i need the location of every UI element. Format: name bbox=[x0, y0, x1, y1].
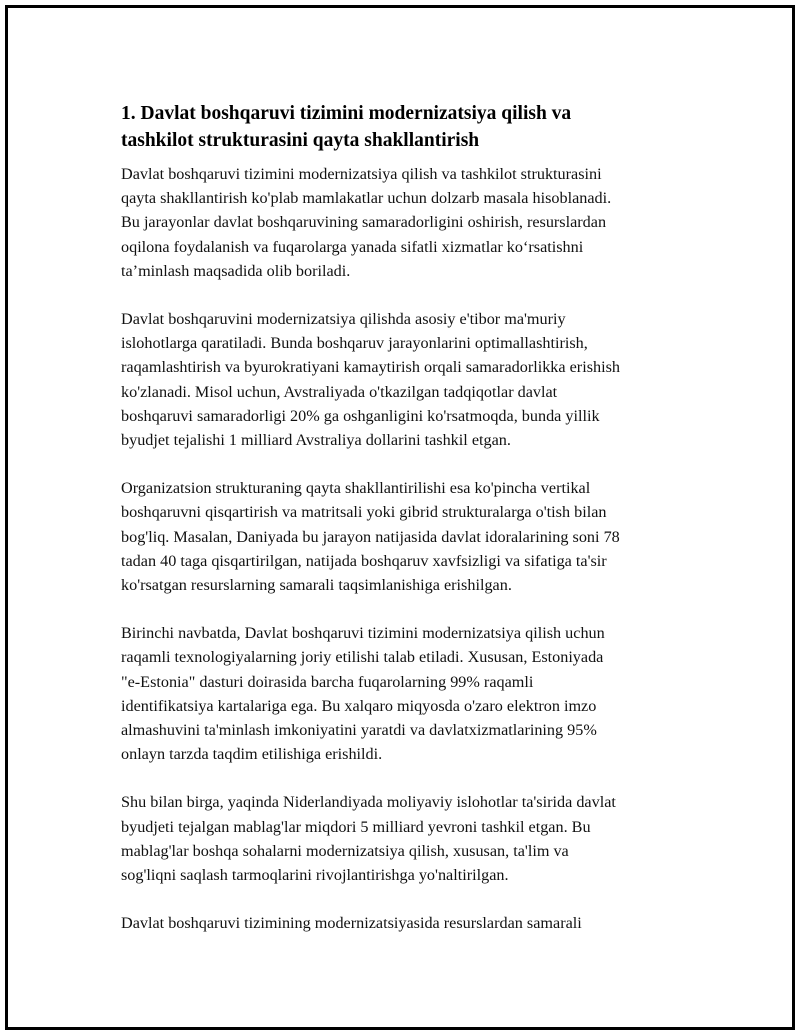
text-line: Davlat boshqaruvi tizimini modernizatsiya qilish va tashkilot strukturasini bbox=[121, 165, 602, 183]
text-line: byudjeti tejalgan mablag'lar miqdori 5 milliard yevroni tashkil etgan. Bu bbox=[121, 817, 591, 836]
text-line: boshqaruvi samaradorligi 20% ga oshganligini ko'rsatmoqda, bunda yillik bbox=[121, 406, 600, 425]
text-line: identifikatsiya kartalariga ega. Bu xalqaro miqyosda o'zaro elektron imzo bbox=[121, 696, 597, 715]
text-line: Organizatsion strukturaning qayta shakllantirilishi esa ko'pincha vertikal bbox=[121, 479, 591, 498]
paragraph-1 bbox=[121, 162, 701, 283]
text-line: byudjet tejalishi 1 milliard Avstraliya dollarini tashkil etgan. bbox=[121, 431, 511, 450]
section-heading bbox=[121, 100, 701, 154]
text-line: "e-Estonia" dasturi doirasida barcha fuqarolarning 99% raqamli bbox=[121, 672, 534, 691]
text-line: Davlat boshqaruvi tizimining modernizatsiyasida resurslardan samarali bbox=[121, 914, 582, 933]
page-frame bbox=[5, 5, 795, 1030]
paragraph-3 bbox=[121, 476, 701, 597]
text-line: bog'liq. Masalan, Daniyada bu jarayon natijasida davlat idoralarining soni 78 bbox=[121, 527, 620, 546]
text-line: ta’minlash maqsadida olib boriladi. bbox=[121, 261, 351, 280]
text-line: boshqaruvni qisqartirish va matritsali yoki gibrid strukturalarga o'tish bilan bbox=[121, 503, 607, 522]
text-line: Birinchi navbatda, Davlat boshqaruvi tizimini modernizatsiya qilish uchun bbox=[121, 624, 605, 643]
text-line: almashuvini ta'minlash imkoniyatini yaratdi va davlatxizmatlarining 95% bbox=[121, 721, 597, 740]
paragraph-2 bbox=[121, 307, 701, 452]
heading-line: 1. Davlat boshqaruvi tizimini modernizatsiya qilish va bbox=[121, 103, 572, 124]
text-line: islohotlarga qaratiladi. Bunda boshqaruv jarayonlarini optimallashtirish, bbox=[121, 334, 588, 353]
paragraph-5 bbox=[121, 790, 701, 887]
text-line: qayta shakllantirish ko'plab mamlakatlar uchun dolzarb masala hisoblanadi. bbox=[121, 189, 612, 208]
text-line: onlayn tarzda taqdim etilishiga erishildi. bbox=[121, 745, 383, 764]
text-line: sog'liqni saqlash tarmoqlarini rivojlantirishga yo'naltirilgan. bbox=[121, 866, 509, 885]
document-body bbox=[121, 100, 701, 959]
text-line: ko'zlanadi. Misol uchun, Avstraliyada o'tkazilgan tadqiqotlar davlat bbox=[121, 382, 558, 401]
text-line: mablag'lar boshqa sohalarni modernizatsiya qilish, xususan, ta'lim va bbox=[121, 841, 569, 860]
text-line: tadan 40 taga qisqartirilgan, natijada boshqaruv xavfsizligi va sifatiga ta'sir bbox=[121, 551, 607, 570]
heading-line: tashkilot strukturasini qayta shakllantirish bbox=[121, 130, 480, 151]
text-line: ko'rsatgan resurslarning samarali taqsimlanishiga erishilgan. bbox=[121, 576, 512, 595]
text-line: raqamli texnologiyalarning joriy etilishi talab etiladi. Xususan, Estoniyada bbox=[121, 648, 604, 667]
text-line: raqamlashtirish va byurokratiyani kamaytirish orqali samaradorlikka erishish bbox=[121, 358, 620, 377]
paragraph-6 bbox=[121, 911, 701, 935]
text-line: Davlat boshqaruvini modernizatsiya qilishda asosiy e'tibor ma'muriy bbox=[121, 310, 566, 329]
text-line: oqilona foydalanish va fuqarolarga yanada sifatli xizmatlar ko‘rsatishni bbox=[121, 237, 584, 256]
text-line: Bu jarayonlar davlat boshqaruvining samaradorligini oshirish, resurslardan bbox=[121, 213, 607, 232]
text-line: Shu bilan birga, yaqinda Niderlandiyada moliyaviy islohotlar ta'sirida davlat bbox=[121, 793, 616, 812]
paragraph-4 bbox=[121, 621, 701, 766]
